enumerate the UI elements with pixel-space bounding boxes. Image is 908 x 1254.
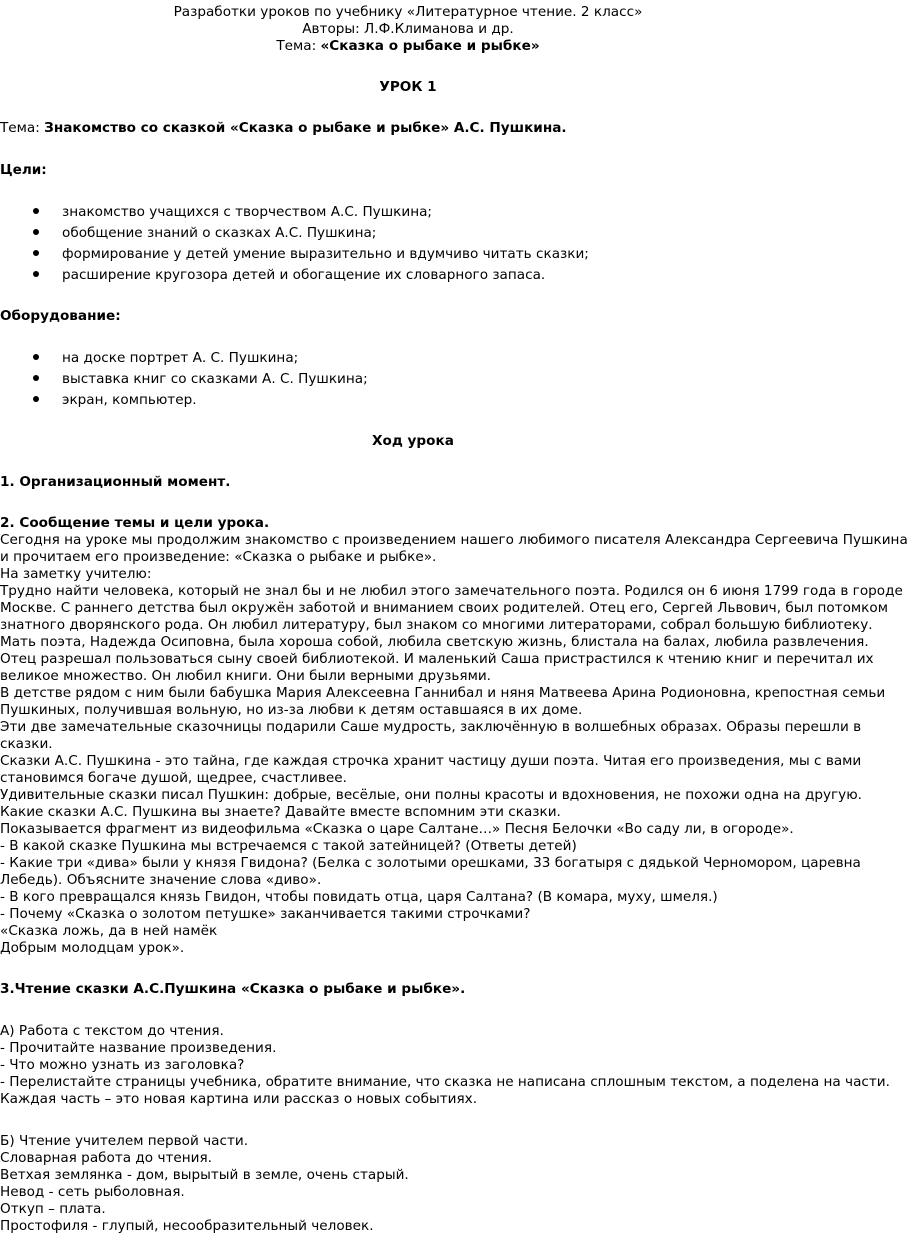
goal-item: обобщение знаний о сказках А.С. Пушкина; bbox=[62, 225, 377, 241]
bullet-icon bbox=[33, 229, 39, 235]
header-topic bbox=[0, 38, 816, 55]
equipment-item: выставка книг со сказками А. С. Пушкина; bbox=[62, 371, 368, 387]
header-line-1: Разработки уроков по учебнику «Литературное чтение. 2 класс» bbox=[173, 4, 643, 20]
text-line: Каждая часть – это новая картина или рассказ о новых событиях. bbox=[0, 1091, 478, 1107]
text-line: Сегодня на уроке мы продолжим знакомство с произведением нашего любимого писателя Александра Сергеевича Пушкина bbox=[0, 532, 908, 548]
section-1-heading: 1. Организационный момент. bbox=[0, 474, 231, 490]
text-line: - В какой сказке Пушкина мы встречаемся с такой затейницей? (Ответы детей) bbox=[0, 838, 577, 854]
text-line: А) Работа с текстом до чтения. bbox=[0, 1023, 224, 1039]
text-line: «Сказка ложь, да в ней намёк bbox=[0, 923, 218, 939]
goals-heading: Цели: bbox=[0, 162, 47, 178]
bullet-icon bbox=[33, 354, 39, 360]
text-line: и прочитаем его произведение: «Сказка о рыбаке и рыбке». bbox=[0, 549, 437, 565]
text-line: - Что можно узнать из заголовка? bbox=[0, 1057, 245, 1073]
text-line: На заметку учителю: bbox=[0, 566, 152, 582]
bullet-icon bbox=[33, 250, 39, 256]
text-line: - Прочитайте название произведения. bbox=[0, 1040, 277, 1056]
text-line: сказки. bbox=[0, 736, 53, 752]
bullet-icon bbox=[33, 208, 39, 214]
text-line: Лебедь). Объясните значение слова «диво». bbox=[0, 872, 322, 888]
text-line: знатного дворянского рода. Он любил литературу, был знаком со многими литераторами, собрал большую библиотеку. bbox=[0, 617, 873, 633]
text-line: Пушкиных, получившая вольную, но из-за любви к детям оставшаяся в их доме. bbox=[0, 702, 583, 718]
goal-item: формирование у детей умение выразительно и вдумчиво читать сказки; bbox=[62, 246, 589, 262]
section-2-heading: 2. Сообщение темы и цели урока. bbox=[0, 515, 270, 531]
bullet-icon bbox=[33, 271, 39, 277]
lesson-topic-text: Знакомство со сказкой «Сказка о рыбаке и рыбке» А.С. Пушкина. bbox=[44, 120, 567, 136]
text-line: Ветхая землянка - дом, вырытый в земле, очень старый. bbox=[0, 1167, 409, 1183]
equipment-item: экран, компьютер. bbox=[62, 392, 197, 408]
text-line: В детстве рядом с ним были бабушка Мария Алексеевна Ганнибал и няня Матвеева Арина Родионовна, крепостная семьи bbox=[0, 685, 886, 701]
header-line-2: Авторы: Л.Ф.Климанова и др. bbox=[302, 21, 514, 37]
text-line: Откуп – плата. bbox=[0, 1201, 106, 1217]
text-line: Невод - сеть рыболовная. bbox=[0, 1184, 185, 1200]
header-topic-prefix: Тема: bbox=[276, 38, 321, 54]
bullet-icon bbox=[33, 396, 39, 402]
text-line: Трудно найти человека, который не знал бы и не любил этого замечательного поэта. Родился он 6 июня 1799 года в городе bbox=[0, 583, 903, 599]
text-line: Мать поэта, Надежда Осиповна, была хороша собой, любила светскую жизнь, блистала на балах, любила развлечения. bbox=[0, 634, 869, 650]
text-line: Какие сказки А.С. Пушкина вы знаете? Давайте вместе вспомним эти сказки. bbox=[0, 804, 561, 820]
text-line: - В кого превращался князь Гвидон, чтобы повидать отца, царя Салтана? (В комара, муху, шмеля.) bbox=[0, 889, 718, 905]
bullet-icon bbox=[33, 375, 39, 381]
header-topic-title: «Сказка о рыбаке и рыбке» bbox=[320, 38, 540, 54]
text-line: Добрым молодцам урок». bbox=[0, 940, 185, 956]
text-line: Словарная работа до чтения. bbox=[0, 1150, 212, 1166]
goal-item: расширение кругозора детей и обогащение их словарного запаса. bbox=[62, 267, 546, 283]
text-line: - Перелистайте страницы учебника, обратите внимание, что сказка не написана сплошным текстом, а поделена на части. bbox=[0, 1074, 890, 1090]
text-line: Показывается фрагмент из видеофильма «Сказка о царе Салтане…» Песня Белочки «Во саду ли, в огороде». bbox=[0, 821, 794, 837]
text-line: великое множество. Он любил книги. Они были верными друзьями. bbox=[0, 668, 492, 684]
goal-item: знакомство учащихся с творчеством А.С. Пушкина; bbox=[62, 204, 432, 220]
text-line: - Почему «Сказка о золотом петушке» заканчивается такими строчками? bbox=[0, 906, 531, 922]
section-3-heading: 3.Чтение сказки А.С.Пушкина «Сказка о рыбаке и рыбке». bbox=[0, 981, 466, 997]
lesson-title: УРОК 1 bbox=[379, 79, 437, 95]
lesson-topic-prefix: Тема: bbox=[0, 120, 45, 136]
text-line: Москве. С раннего детства был окружён заботой и вниманием своих родителей. Отец его, Сергей Львович, был потомком bbox=[0, 600, 888, 616]
text-line: становимся богаче душой, щедрее, счастливее. bbox=[0, 770, 347, 786]
text-line: Отец разрешал пользоваться сыну своей библиотекой. И маленький Саша пристрастился к чтению книг и перечитал их bbox=[0, 651, 874, 667]
course-heading: Ход урока bbox=[372, 433, 454, 449]
text-line: Удивительные сказки писал Пушкин: добрые, весёлые, они полны красоты и вдохновения, не похожи одна на другую. bbox=[0, 787, 862, 803]
lesson-topic bbox=[0, 120, 567, 137]
text-line: Сказки А.С. Пушкина - это тайна, где каждая строчка хранит частицу души поэта. Читая его произведения, мы с вами bbox=[0, 753, 862, 769]
text-line: Эти две замечательные сказочницы подарили Саше мудрость, заключённую в волшебных образах. Образы перешли в bbox=[0, 719, 862, 735]
equipment-item: на доске портрет А. С. Пушкина; bbox=[62, 350, 299, 366]
equipment-heading: Оборудование: bbox=[0, 308, 121, 324]
text-line: Простофиля - глупый, несообразительный человек. bbox=[0, 1218, 374, 1234]
text-line: - Какие три «дива» были у князя Гвидона? (Белка с золотыми орешками, 33 богатыря с дядькой Черномором, царевна bbox=[0, 855, 861, 871]
text-line: Б) Чтение учителем первой части. bbox=[0, 1133, 249, 1149]
